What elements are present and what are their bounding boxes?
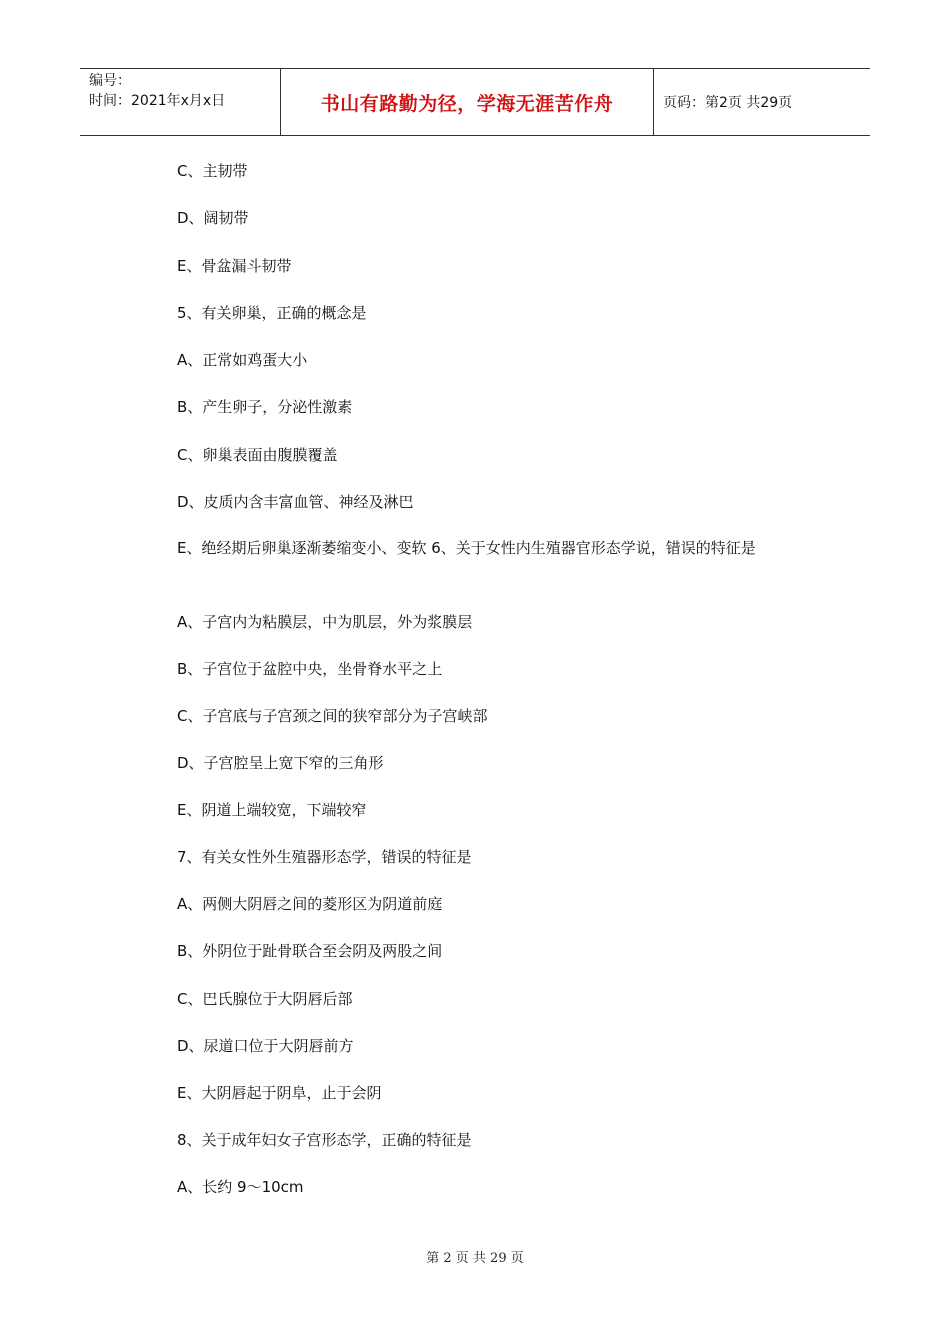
option-line: B、子宫位于盆腔中央，坐骨脊水平之上 bbox=[177, 660, 443, 678]
page-header bbox=[80, 68, 870, 136]
option-line: A、正常如鸡蛋大小 bbox=[177, 351, 308, 369]
option-line: D、子宫腔呈上宽下窄的三角形 bbox=[177, 754, 384, 772]
page-footer: 第 2 页 共 29 页 bbox=[426, 1251, 524, 1266]
option-line: E、骨盆漏斗韧带 bbox=[177, 257, 292, 275]
header-motto: 书山有路勤为径，学海无涯苦作舟 bbox=[281, 69, 654, 135]
document-date: 时间：2021年x月x日 bbox=[89, 93, 226, 109]
option-line: C、巴氏腺位于大阴唇后部 bbox=[177, 990, 353, 1008]
option-line: B、产生卵子，分泌性激素 bbox=[177, 398, 353, 416]
option-question-paragraph: E、绝经期后卵巢逐渐萎缩变小、变软 6、关于女性内生殖器官形态学说，错误的特征是 bbox=[177, 539, 756, 557]
option-line: C、卵巢表面由腹膜覆盖 bbox=[177, 446, 338, 464]
header-page-info: 页码：第2页 共29页 bbox=[663, 95, 793, 111]
option-line: E、阴道上端较宽，下端较窄 bbox=[177, 801, 367, 819]
option-line: E、大阴唇起于阴阜，止于会阴 bbox=[177, 1084, 382, 1102]
question-line: 7、有关女性外生殖器形态学，错误的特征是 bbox=[177, 848, 472, 866]
option-line: C、子宫底与子宫颈之间的狭窄部分为子宫峡部 bbox=[177, 707, 488, 725]
option-line: A、子宫内为粘膜层，中为肌层，外为浆膜层 bbox=[177, 613, 473, 631]
option-line: D、阔韧带 bbox=[177, 209, 249, 227]
option-line: A、两侧大阴唇之间的菱形区为阴道前庭 bbox=[177, 895, 443, 913]
question-line: 5、有关卵巢，正确的概念是 bbox=[177, 304, 367, 322]
question-line: 8、关于成年妇女子宫形态学，正确的特征是 bbox=[177, 1131, 472, 1149]
option-line: B、外阴位于趾骨联合至会阴及两股之间 bbox=[177, 942, 443, 960]
option-line: D、皮质内含丰富血管、神经及淋巴 bbox=[177, 493, 414, 511]
document-number-label: 编号： bbox=[89, 73, 131, 89]
option-line: D、尿道口位于大阴唇前方 bbox=[177, 1037, 354, 1055]
option-line: C、主韧带 bbox=[177, 162, 248, 180]
header-meta bbox=[80, 69, 281, 135]
option-line: A、长约 9～10cm bbox=[177, 1178, 304, 1196]
